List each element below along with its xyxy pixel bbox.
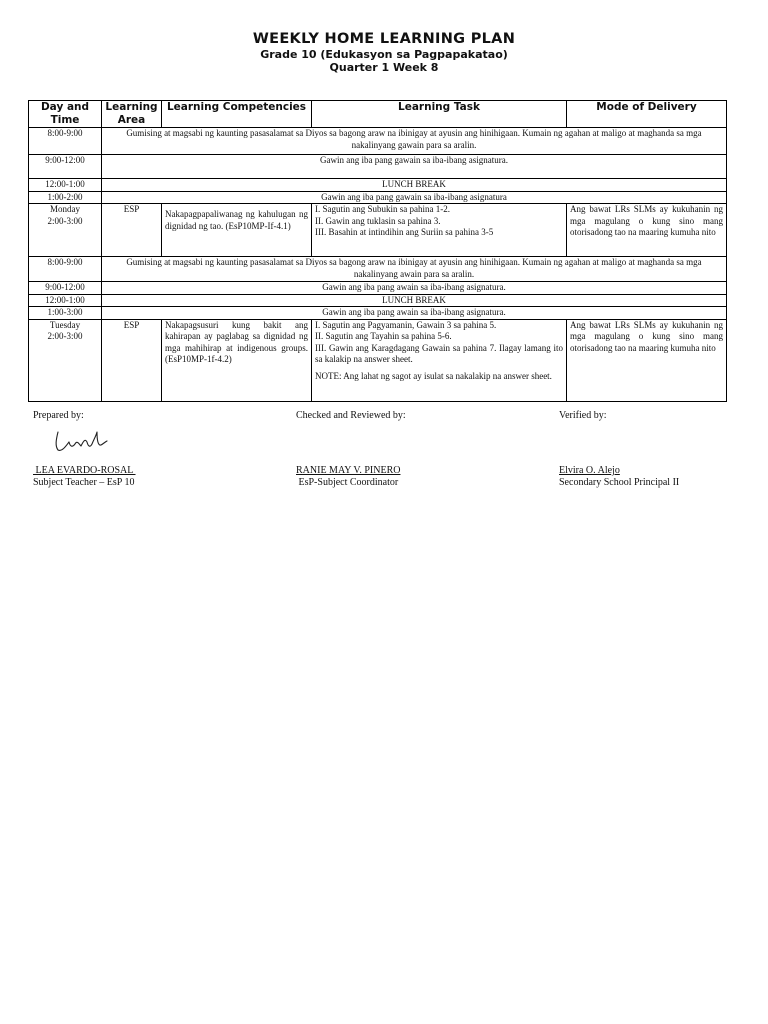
- task-item: II. Gawin ang tuklasin sa pahina 3.: [315, 215, 441, 226]
- verified-by-label: Verified by:: [559, 410, 607, 421]
- row-time: 9:00-12:00: [29, 282, 102, 295]
- task-item: III. Gawin ang Karagdagang Gawain sa pahina 7. Ilagay lamang ito sa kalakip na answer sheet.: [315, 342, 563, 364]
- row-time: 1:00-3:00: [29, 307, 102, 320]
- header-learning-area: Learning Area: [102, 101, 162, 128]
- row-time: 12:00-1:00: [29, 179, 102, 192]
- row-mode-of-delivery: Ang bawat LRs SLMs ay kukuhanin ng mga magulang o kung sino mang otorisadong tao na maaring kumuha nito: [567, 204, 727, 257]
- task-item: I. Sagutin ang Subukin sa pahina 1-2.: [315, 204, 450, 214]
- checked-by-name: RANIE MAY V. PINERO: [296, 465, 401, 476]
- verified-by-block: [559, 465, 679, 489]
- task-item: II. Sagutin ang Tayahin sa pahina 5-6.: [315, 331, 452, 341]
- table-row-monday: [29, 204, 727, 257]
- table-row: [29, 257, 727, 282]
- task-note: NOTE: Ang lahat ng sagot ay isulat sa nakalakip na answer sheet.: [315, 370, 552, 381]
- row-day: Tuesday: [49, 319, 81, 330]
- table-row: [29, 191, 727, 204]
- table-row: [29, 307, 727, 320]
- row-time: 12:00-1:00: [29, 294, 102, 307]
- prepared-by-role: Subject Teacher – EsP 10: [33, 477, 135, 488]
- document-subtitle: Grade 10 (Edukasyon sa Pagpapakatao): [260, 48, 508, 61]
- header-competencies: Learning Competencies: [162, 101, 312, 128]
- table-header-row: [29, 101, 727, 128]
- row-time: 9:00-12:00: [29, 155, 102, 179]
- row-learning-task: [312, 204, 567, 257]
- row-activity: Gumising at magsabi ng kaunting pasasalamat sa Diyos sa bagong araw na ibinigay at ayusin ang hinihigaan. Kumain ng agahan at maligo at maghanda sa mga nakalinyang awain para sa aralin.: [102, 257, 727, 282]
- row-learning-area: ESP: [102, 204, 162, 257]
- row-learning-task: [312, 319, 567, 401]
- row-day: Monday: [50, 204, 80, 214]
- row-activity: Gumising at magsabi ng kaunting pasasalamat sa Diyos sa bagong araw na ibinigay at ayusin ang hinihigaan. Kumain ng agahan at maligo at maghanda sa mga nakalinyang gawain para sa aralin.: [102, 128, 727, 155]
- checked-by-label: Checked and Reviewed by:: [296, 410, 406, 421]
- header-mode-of-delivery: Mode of Delivery: [567, 101, 727, 128]
- row-mode-of-delivery: Ang bawat LRs SLMs ay kukuhanin ng mga magulang o kung sino mang otorisadong tao na maaring kumuha nito: [567, 319, 727, 401]
- prepared-by-block: [33, 465, 136, 489]
- header-day-time: Day and Time: [29, 101, 102, 128]
- task-item: III. Basahin at intindihin ang Suriin sa pahina 3-5: [315, 227, 494, 237]
- row-day-time: [29, 319, 102, 401]
- checked-by-block: [296, 465, 400, 489]
- row-time: 8:00-9:00: [29, 128, 102, 155]
- row-learning-area: ESP: [102, 319, 162, 401]
- row-time: 8:00-9:00: [29, 257, 102, 282]
- row-activity: Gawin ang iba pang gawain sa iba-ibang asignatura.: [102, 155, 727, 179]
- row-day-time: [29, 204, 102, 257]
- checked-by-role: EsP-Subject Coordinator: [296, 477, 399, 488]
- row-activity: Gawin ang iba pang gawain sa iba-ibang asignatura: [102, 191, 727, 204]
- table-row: [29, 282, 727, 295]
- row-time: 2:00-3:00: [47, 215, 83, 226]
- header-learning-task: Learning Task: [312, 101, 567, 128]
- task-item: I. Sagutin ang Pagyamanin, Gawain 3 sa pahina 5.: [315, 319, 497, 330]
- row-time: 2:00-3:00: [47, 331, 83, 341]
- table-row: [29, 155, 727, 179]
- verified-by-role: Secondary School Principal II: [559, 477, 680, 488]
- row-activity: Gawin ang iba pang awain sa iba-ibang asignatura.: [102, 307, 727, 320]
- handwritten-signature: [52, 428, 112, 454]
- learning-plan-table: [28, 100, 727, 402]
- row-time: 1:00-2:00: [29, 191, 102, 204]
- row-competency: Nakapagsusuri kung bakit ang kahirapan ay paglabag sa dignidad ng mga mahihirap at indigenous groups. (EsP10MP-1f-4.2): [162, 319, 312, 401]
- document-period: Quarter 1 Week 8: [329, 61, 439, 74]
- document-header: [0, 31, 768, 74]
- row-competency: Nakapagpapaliwanag ng kahulugan ng dignidad ng tao. (EsP10MP-If-4.1): [162, 204, 312, 257]
- table-row-tuesday: [29, 319, 727, 401]
- row-activity: LUNCH BREAK: [102, 294, 727, 307]
- row-activity: Gawin ang iba pang awain sa iba-ibang asignatura.: [102, 282, 727, 295]
- verified-by-name: Elvira O. Alejo: [559, 465, 620, 476]
- table-row: [29, 179, 727, 192]
- document-title: WEEKLY HOME LEARNING PLAN: [252, 31, 516, 47]
- prepared-by-name: LEA EVARDO-ROSAL: [33, 465, 136, 476]
- row-activity: LUNCH BREAK: [102, 179, 727, 192]
- table-row: [29, 128, 727, 155]
- prepared-by-label: Prepared by:: [33, 410, 84, 421]
- table-row: [29, 294, 727, 307]
